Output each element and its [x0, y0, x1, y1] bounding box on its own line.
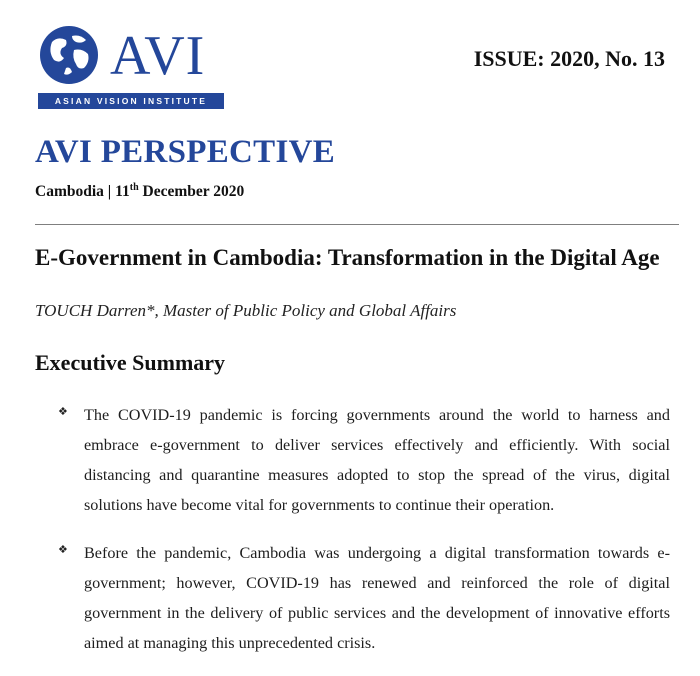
section-heading-executive-summary: Executive Summary	[35, 350, 226, 375]
globe-icon	[38, 24, 100, 86]
publication-meta	[35, 182, 244, 201]
author-line: TOUCH Darren*, Master of Public Policy and Global Affairs	[35, 301, 457, 320]
date-day: 11	[115, 183, 130, 201]
list-item	[58, 400, 670, 520]
meta-separator: |	[107, 183, 112, 201]
diamond-bullet-icon: ❖	[58, 543, 68, 556]
executive-summary-list	[58, 400, 670, 676]
article-title: E-Government in Cambodia: Transformation in the Digital Age	[35, 245, 660, 270]
logo-tagline: ASIAN VISION INSTITUTE	[38, 93, 224, 109]
issue-number: ISSUE: 2020, No. 13	[473, 46, 665, 71]
bullet-text: Before the pandemic, Cambodia was undergoing a digital transformation towards e-government; however, COVID-19 has renewed and reinforced the role of digital government in the delivery of public services and the development of innovative efforts aimed at managing this unprecedented crisis.	[84, 544, 670, 652]
date-day-suffix: th	[129, 182, 139, 193]
logo-wordmark: AVI	[110, 25, 206, 87]
country: Cambodia	[35, 183, 104, 201]
avi-logo	[38, 18, 228, 110]
diamond-bullet-icon: ❖	[58, 405, 68, 418]
header-divider	[35, 224, 679, 225]
date-month-year: December 2020	[142, 183, 245, 201]
series-title: AVI PERSPECTIVE	[35, 134, 336, 170]
list-item	[58, 538, 670, 658]
bullet-text: The COVID-19 pandemic is forcing governments around the world to harness and embrace e-government to deliver services effectively and efficiently. With social distancing and quarantine measures adopted to stop the spread of the virus, digital solutions have become vital for governments to continue their operation.	[84, 406, 670, 514]
